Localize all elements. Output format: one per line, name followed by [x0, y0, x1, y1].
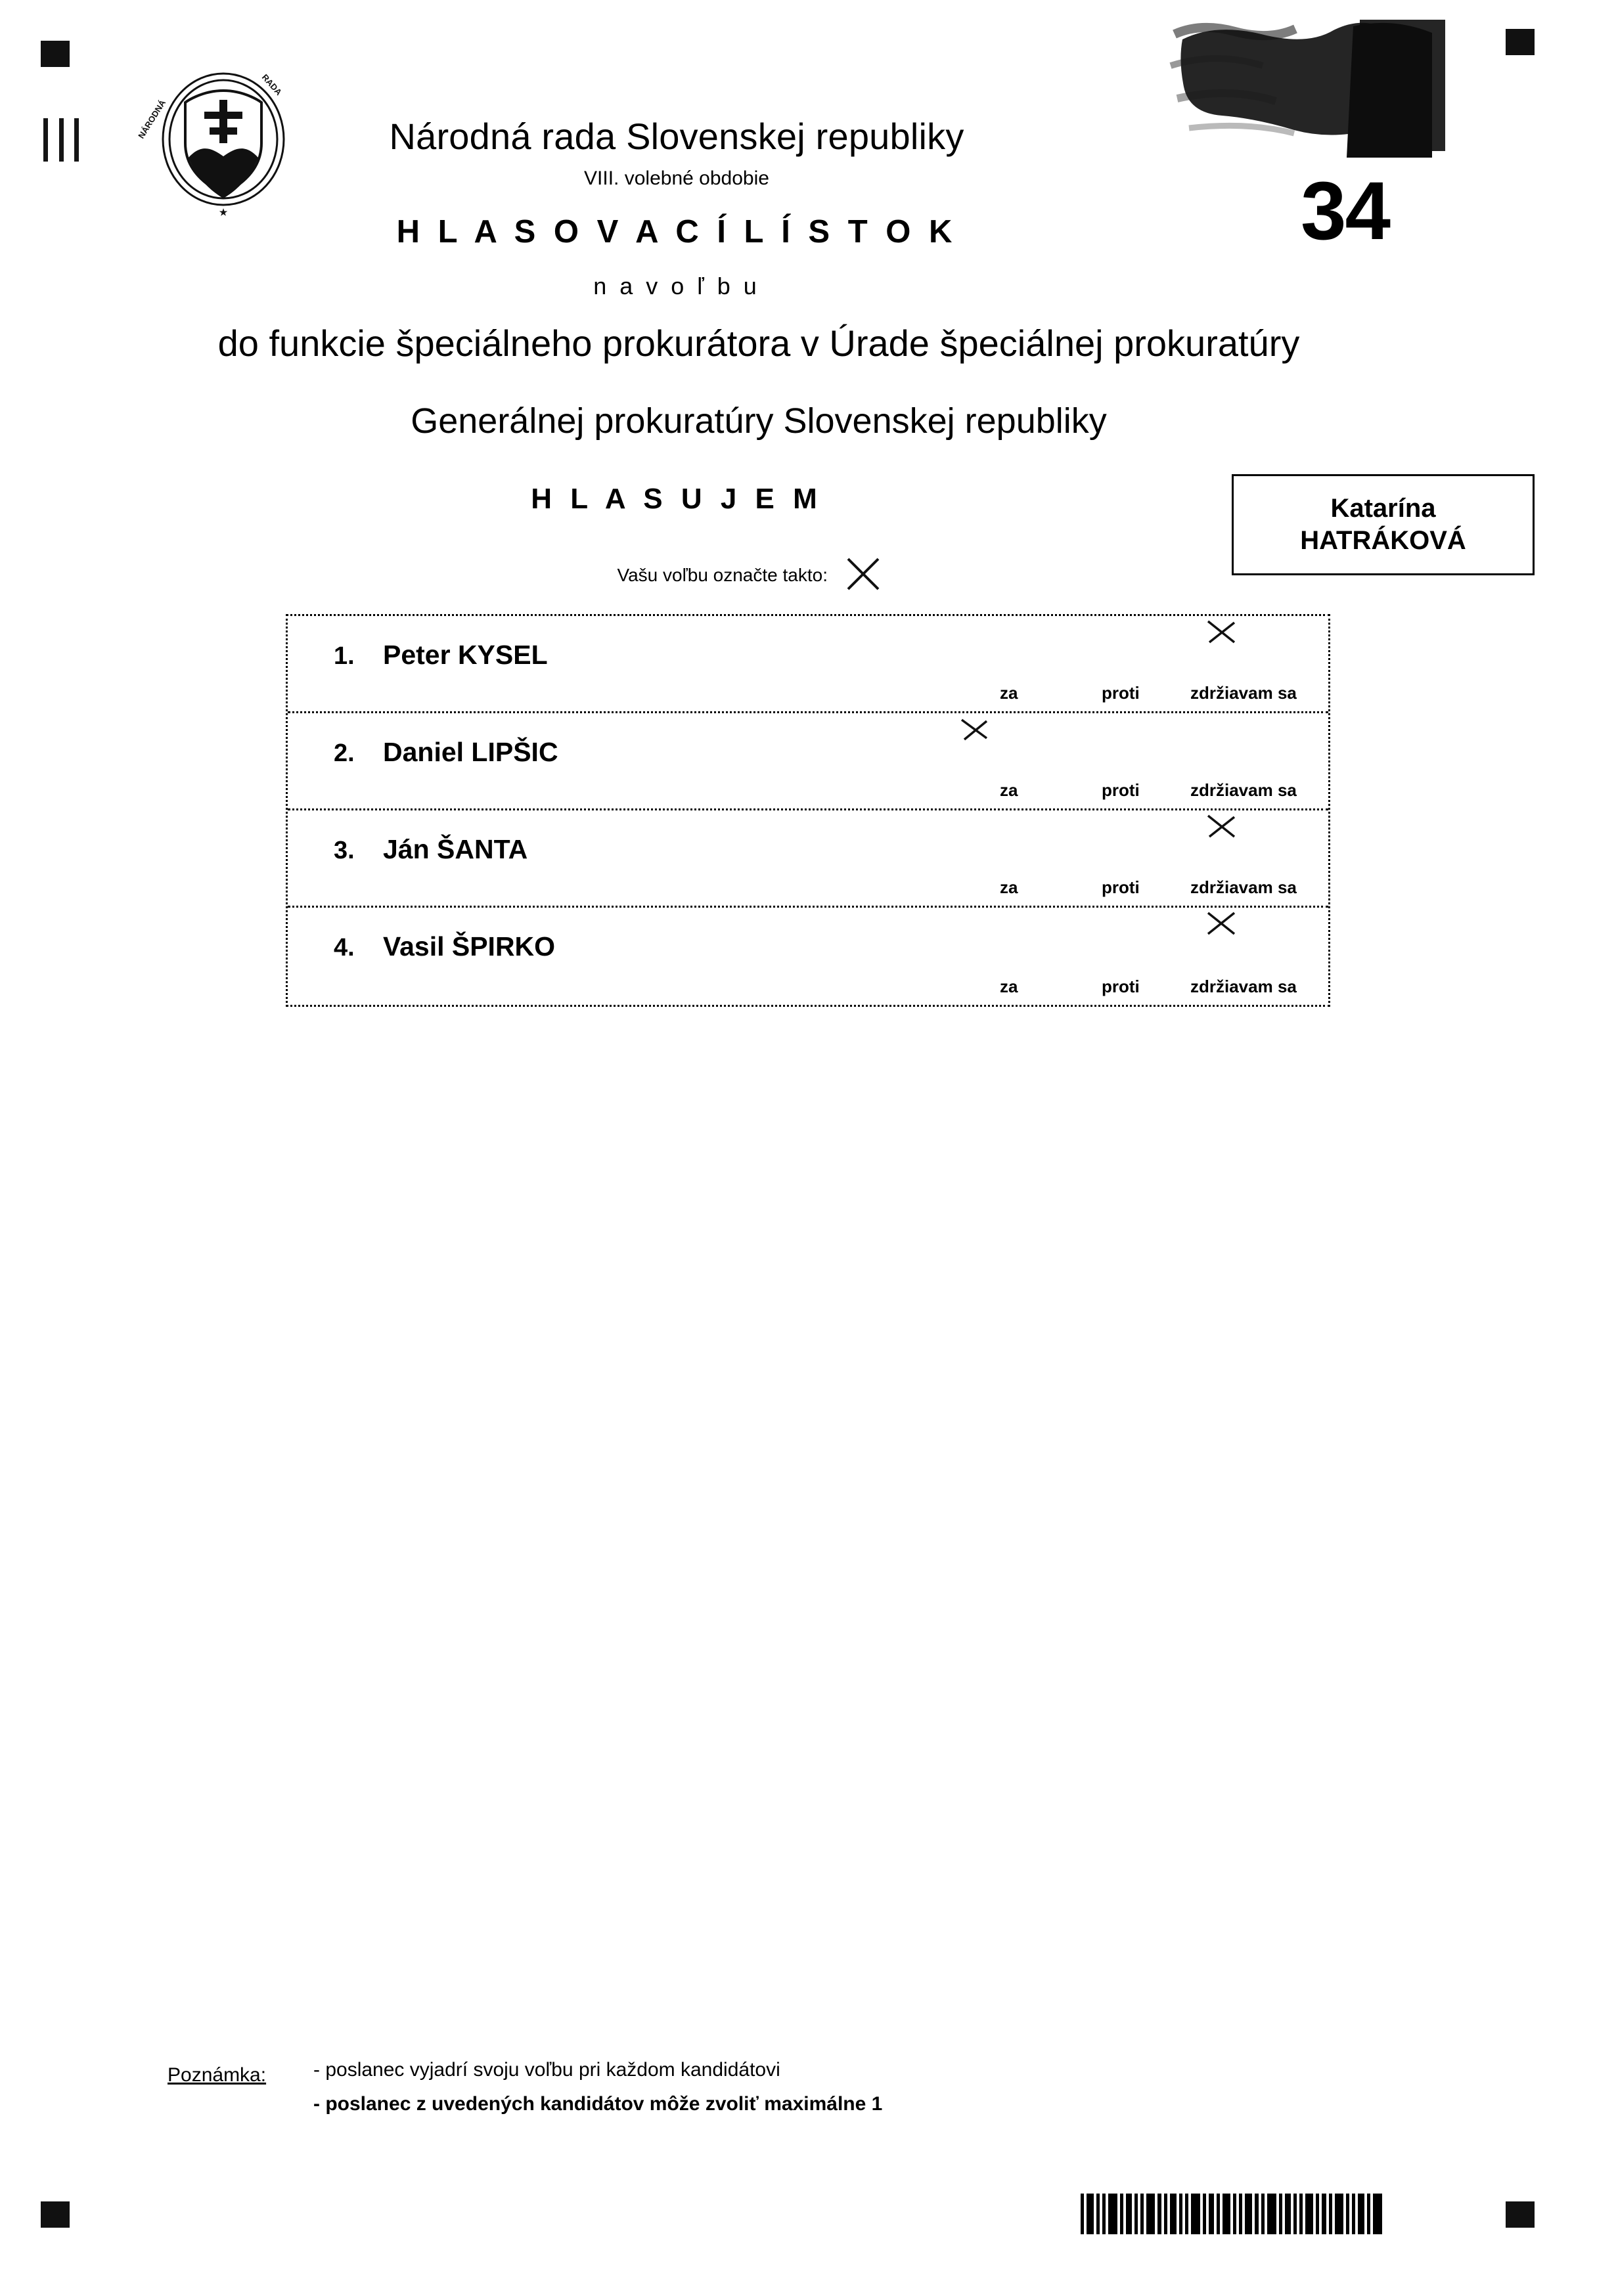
option-zdrziavam-label[interactable]: zdržiavam sa	[1190, 683, 1297, 703]
option-zdrziavam-label[interactable]: zdržiavam sa	[1190, 877, 1297, 897]
option-za-label[interactable]: za	[1000, 977, 1018, 996]
option-za-label[interactable]: za	[1000, 683, 1018, 703]
for-election-label: n a v o ľ b u	[593, 273, 760, 299]
registration-mark-bottom-right	[1506, 2201, 1535, 2228]
ballot-number: 34	[1301, 166, 1390, 257]
alignment-bars-icon	[43, 118, 79, 162]
office-line-2: Generálnej prokuratúry Slovenskej republiky	[411, 401, 1107, 441]
x-mark-icon[interactable]	[958, 713, 992, 745]
institution-title: Národná rada Slovenskej republiky	[389, 116, 964, 157]
x-mark-icon[interactable]	[1204, 810, 1238, 842]
table-row[interactable]	[288, 908, 1328, 1005]
candidate-index: 4.	[334, 934, 355, 961]
mark-hint-label: Vašu voľbu označte takto:	[617, 565, 828, 585]
candidate-table	[286, 614, 1330, 1007]
vote-option-labels	[960, 681, 1315, 703]
term-subtitle: VIII. volebné obdobie	[584, 167, 769, 189]
option-zdrziavam-label[interactable]: zdržiavam sa	[1190, 977, 1297, 996]
candidate-name: Ján ŠANTA	[383, 834, 528, 864]
table-row[interactable]	[288, 713, 1328, 810]
vote-option-labels	[960, 778, 1315, 801]
x-mark-icon	[844, 555, 882, 593]
candidate-index: 3.	[334, 837, 355, 864]
x-mark-icon[interactable]	[1204, 908, 1238, 939]
note-line-1: - poslanec vyjadrí svoju voľbu pri každom kandidátovi	[313, 2059, 780, 2081]
option-za-label[interactable]: za	[1000, 780, 1018, 800]
vote-option-labels	[960, 975, 1315, 997]
note-label: Poznámka:	[168, 2064, 267, 2086]
registration-mark-top-left	[41, 41, 70, 67]
document-type-heading: H L A S O V A C Í L Í S T O K	[396, 214, 957, 250]
barcode-icon	[1081, 2194, 1385, 2234]
svg-text:RADA: RADA	[259, 72, 284, 97]
option-proti-label[interactable]: proti	[1102, 683, 1140, 703]
voter-first-name: Katarína	[1330, 494, 1436, 523]
registration-mark-top-right	[1506, 29, 1535, 55]
candidate-name: Vasil ŠPIRKO	[383, 931, 556, 961]
candidate-name: Peter KYSEL	[383, 640, 548, 670]
candidate-index: 1.	[334, 642, 355, 670]
svg-text:NÁRODNÁ: NÁRODNÁ	[136, 98, 168, 141]
voter-last-name: HATRÁKOVÁ	[1300, 526, 1466, 555]
option-proti-label[interactable]: proti	[1102, 780, 1140, 800]
note-line-2: - poslanec z uvedených kandidátov môže zvoliť maximálne 1	[313, 2093, 883, 2115]
candidate-index: 2.	[334, 740, 355, 767]
table-row[interactable]	[288, 810, 1328, 908]
svg-text:★: ★	[219, 207, 228, 217]
ink-smudge	[1163, 20, 1445, 167]
x-mark-icon[interactable]	[1204, 616, 1238, 648]
option-proti-label[interactable]: proti	[1102, 877, 1140, 897]
option-proti-label[interactable]: proti	[1102, 977, 1140, 996]
option-zdrziavam-label[interactable]: zdržiavam sa	[1190, 780, 1297, 800]
candidate-name: Daniel LIPŠIC	[383, 737, 558, 767]
vote-heading: H L A S U J E M	[531, 483, 822, 515]
vote-option-labels	[960, 875, 1315, 898]
registration-mark-bottom-left	[41, 2201, 70, 2228]
table-row[interactable]	[288, 616, 1328, 713]
office-line-1: do funkcie špeciálneho prokurátora v Úrade špeciálnej prokuratúry	[217, 322, 1300, 364]
voter-name-box	[1232, 474, 1535, 575]
option-za-label[interactable]: za	[1000, 877, 1018, 897]
